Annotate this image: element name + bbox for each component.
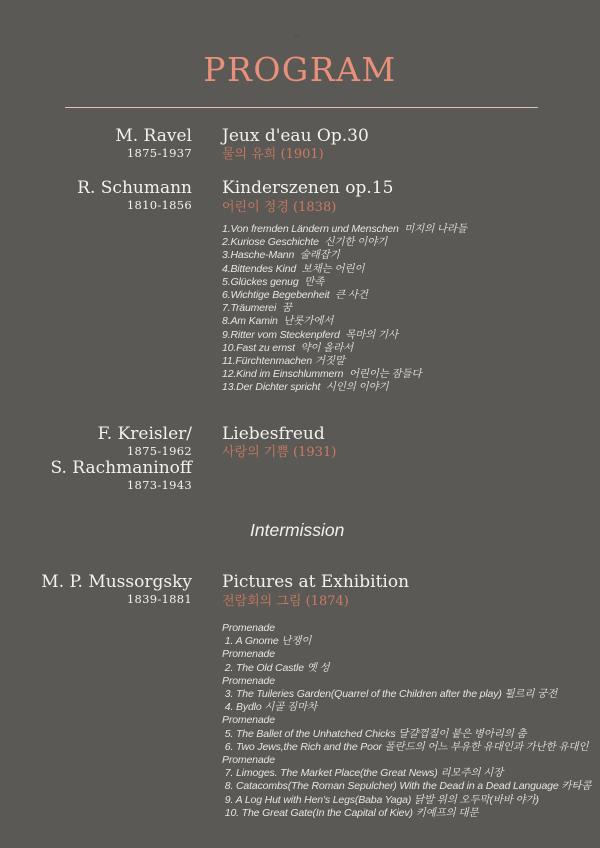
movement-item: 6. Two Jews,the Rich and the Poor 폴란드의 어느 부유한 유대인과 가난한 유대인	[222, 740, 589, 753]
movement-item: 9. A Log Hut with Hen's Legs(Baba Yaga) 닭발 위의 오두막(바바 야가)	[222, 793, 539, 806]
composer-dates: 1873-1943	[126, 478, 192, 492]
movement-item: 10. The Great Gate(In the Capital of Kiev) 키예프의 대문	[222, 806, 479, 819]
piece-section-mussorgsky	[0, 572, 600, 820]
piece-subtitle-korean: 사랑의 기쁨 (1931)	[222, 445, 337, 460]
movement-item: 8. Catacombs(The Roman Sepulcher) With the Dead in a Dead Language 카타콤	[222, 780, 592, 793]
piece-column	[222, 126, 369, 163]
composer-dates: 1875-1962	[126, 444, 192, 458]
composer-column	[0, 572, 200, 607]
movement-item: 1. A Gnome 난쟁이	[222, 635, 312, 648]
movement-item: 10.Fast zu ernst 약이 올라서	[222, 341, 354, 354]
piece-column	[222, 178, 467, 395]
piece-column	[222, 572, 591, 820]
composer-name: S. Rachmaninoff	[50, 458, 192, 478]
movement-item: 1.Von fremden Ländern und Menschen 미지의 나라들	[222, 223, 467, 235]
piece-subtitle-korean: 어린이 정경 (1838)	[222, 200, 337, 215]
piece-subtitle-korean: 물의 유희 (1901)	[222, 147, 324, 162]
movement-item: 13.Der Dichter spricht 시인의 이야기	[222, 381, 389, 394]
movement-item: 3.Hasche-Mann 술래잡기	[222, 249, 340, 262]
movement-item: 3. The Tuileries Garden(Quarrel of the Children after the play) 튈르리 궁전	[222, 688, 558, 701]
movement-item: 7.Träumerei 꿈	[222, 302, 292, 315]
piece-title: Liebesfreud	[222, 424, 325, 444]
piece-title: Jeux d'eau Op.30	[222, 126, 369, 146]
piece-subtitle-korean: 전람회의 그림 (1874)	[222, 594, 349, 609]
piece-column	[222, 425, 336, 461]
movement-item: 2. The Old Castle 옛 성	[222, 661, 330, 674]
composer-column	[0, 126, 200, 161]
movements-list	[222, 223, 467, 395]
piece-title: Kinderszenen op.15	[222, 178, 394, 198]
movement-item: 5.Glückes genug 만족	[222, 275, 325, 288]
movements-list	[222, 622, 591, 820]
composer-dates: 1810-1856	[126, 198, 192, 212]
page-title: PROGRAM	[203, 50, 397, 89]
faint-mark: ı·	[295, 33, 302, 40]
movement-item: 2.Kuriose Geschichte 신기한 이야기	[222, 236, 388, 249]
movement-item: 6.Wichtige Begebenheit 큰 사건	[222, 289, 368, 302]
movement-item: 12.Kind im Einschlummern 어린이는 잠들다	[222, 368, 422, 381]
piece-section-schumann	[0, 178, 600, 395]
piece-section-kreisler-rachmaninoff	[0, 425, 600, 493]
movement-item: Promenade	[222, 754, 275, 767]
movement-item: Promenade	[222, 714, 275, 727]
piece-section-ravel	[0, 126, 600, 163]
intermission-label: Intermission	[250, 520, 345, 540]
movement-item: 11.Fürchtenmachen 거짓말	[222, 355, 345, 368]
movement-item: 5. The Ballet of the Unhatched Chicks 달걀껍질이 붙은 병아리의 춤	[222, 727, 527, 740]
movement-item: 4.Bittendes Kind 보채는 어린이	[222, 262, 365, 275]
composer-dates: 1839-1881	[126, 592, 192, 606]
composer-column	[0, 425, 200, 493]
composer-name: M. Ravel	[115, 126, 192, 146]
piece-title: Pictures at Exhibition	[222, 572, 410, 592]
composer-column	[0, 178, 200, 213]
divider-line	[65, 107, 538, 108]
movement-item: Promenade	[222, 648, 275, 661]
movement-item: 7. Limoges. The Market Place(the Great News) 리모주의 시장	[222, 767, 504, 780]
movement-item: 8.Am Kamin 난롯가에서	[222, 315, 334, 328]
movement-item: Promenade	[222, 674, 275, 687]
composer-name: M. P. Mussorgsky	[41, 572, 192, 592]
composer-dates: 1875-1937	[126, 146, 192, 160]
composer-name: F. Kreisler/	[97, 424, 192, 444]
composer-name: R. Schumann	[77, 178, 192, 198]
movement-item: 9.Ritter vom Steckenpferd 목마의 기사	[222, 328, 398, 341]
movement-item: Promenade	[222, 622, 275, 634]
movement-item: 4. Bydlo 시골 짐마차	[222, 701, 318, 714]
